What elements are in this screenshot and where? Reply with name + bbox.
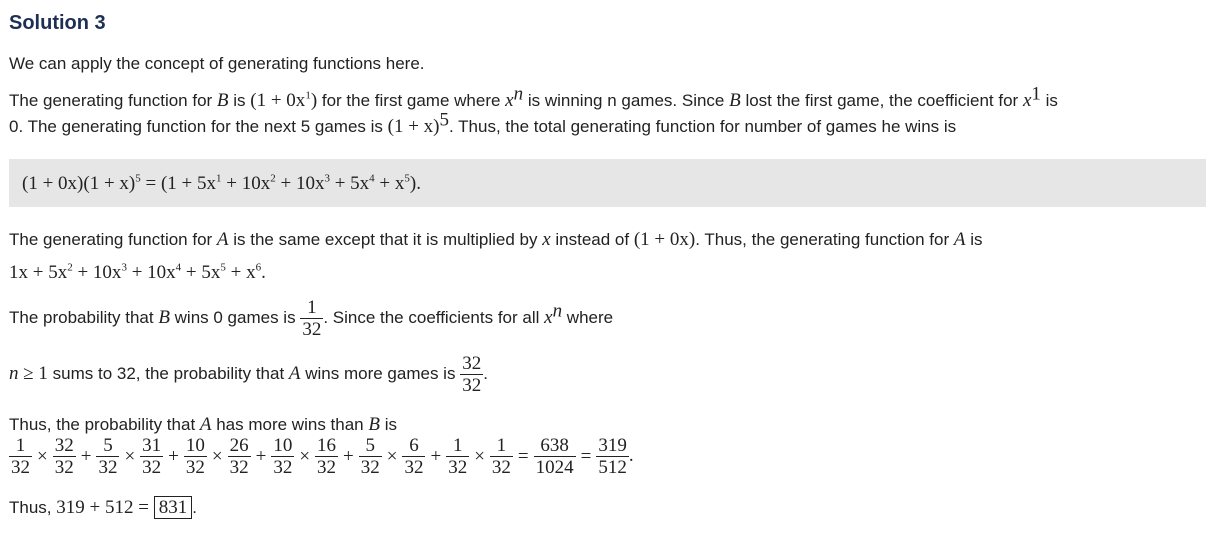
probability-sum <box>9 436 634 477</box>
operator: × <box>37 445 48 467</box>
fraction <box>96 436 119 477</box>
denominator: 32 <box>54 457 74 478</box>
denominator: 32 <box>273 457 293 478</box>
numerator: 638 <box>540 435 569 456</box>
numerator: 10 <box>273 435 293 456</box>
operator: + <box>168 445 179 467</box>
denominator: 32 <box>185 457 205 478</box>
numerator: 32 <box>54 435 74 456</box>
fraction <box>402 436 425 477</box>
denominator: 32 <box>317 457 337 478</box>
numerator: 319 <box>598 435 627 456</box>
fraction: $\frac{32}{32}$ <box>462 353 482 396</box>
denominator: 32 <box>404 457 424 478</box>
operator: × <box>211 445 223 467</box>
generating-function-a: $1x + 5x^2 + 10x^3 + 10x^4 + 5x^5 + x^6$. <box>9 261 266 283</box>
numerator: 6 <box>409 435 419 456</box>
fraction <box>53 436 76 477</box>
denominator: 32 <box>229 457 249 478</box>
operator: × <box>124 445 136 467</box>
denominator: 512 <box>598 457 627 478</box>
numerator: 1 <box>452 435 463 456</box>
operator: = <box>580 445 592 467</box>
fraction <box>9 436 32 477</box>
paragraph-1-line-2: 0. The generating function for the next 5 games is $(1 + x)^5$. Thus, the total generating function for number of games he wins is <box>9 109 957 137</box>
operator: × <box>299 445 311 467</box>
operator: + <box>80 445 92 467</box>
total-generating-function: $(1 + 0x)(1 + x)^5 = (1 + 5x^1 + 10x^2 + 10x^3 + 5x^4 + x^5)$. <box>22 172 421 194</box>
fraction <box>315 436 338 477</box>
fraction <box>490 436 513 477</box>
denominator: 32 <box>98 457 118 478</box>
numerator: 1 <box>496 435 507 456</box>
fraction <box>184 436 207 477</box>
operator: = <box>517 445 529 467</box>
fraction <box>271 436 294 477</box>
denominator: 32 <box>491 457 511 478</box>
denominator: 32 <box>11 457 30 478</box>
fraction <box>359 436 382 477</box>
operator: × <box>474 445 485 467</box>
operator: × <box>386 445 398 467</box>
fraction: $\frac{1}{32}$ <box>302 297 322 340</box>
paragraph-3: The probability that B wins 0 games is $\frac{1}{32}$ . Since the coefficients for all $x^n$ where <box>9 297 614 340</box>
numerator: 5 <box>365 435 375 456</box>
period: . <box>628 444 634 466</box>
numerator: 16 <box>317 435 337 456</box>
final-answer-line: Thus, 319 + 512 = 831 . <box>9 497 197 518</box>
operator: + <box>430 445 442 467</box>
denominator: 32 <box>448 457 468 478</box>
intro-text: We can apply the concept of generating functions here. <box>9 54 425 73</box>
equation-box <box>9 159 1206 207</box>
operator: + <box>255 445 267 467</box>
numerator: 1 <box>15 435 26 456</box>
numerator: 31 <box>142 435 162 456</box>
boxed-answer: 831 <box>154 496 193 519</box>
paragraph-2-line-1: The generating function for A is the same except that it is multiplied by x instead of (1 + 0x). Thus, the generating function for A is <box>9 229 983 250</box>
fraction <box>228 436 251 477</box>
paragraph-4: n ≥ 1 sums to 32, the probability that A wins more games is $\frac{32}{32}$ . <box>9 353 488 396</box>
fraction <box>596 436 629 477</box>
numerator: 5 <box>103 435 113 456</box>
fraction <box>446 436 469 477</box>
denominator: 32 <box>360 457 380 478</box>
numerator: 10 <box>185 435 205 456</box>
operator: + <box>343 445 354 467</box>
numerator: 26 <box>229 435 249 456</box>
paragraph-5: Thus, the probability that A has more wins than B is <box>9 414 397 435</box>
paragraph-1-line-1: The generating function for B is $(1 + 0x^1)$ for the first game where $x^n$ is winning n games. Since B lost the first game, the coefficient for $x^1$ is <box>9 83 1058 111</box>
solution-title: Solution 3 <box>9 12 106 34</box>
fraction <box>140 436 163 477</box>
fraction <box>534 436 576 477</box>
denominator: 32 <box>142 457 162 478</box>
denominator: 1024 <box>535 457 574 478</box>
